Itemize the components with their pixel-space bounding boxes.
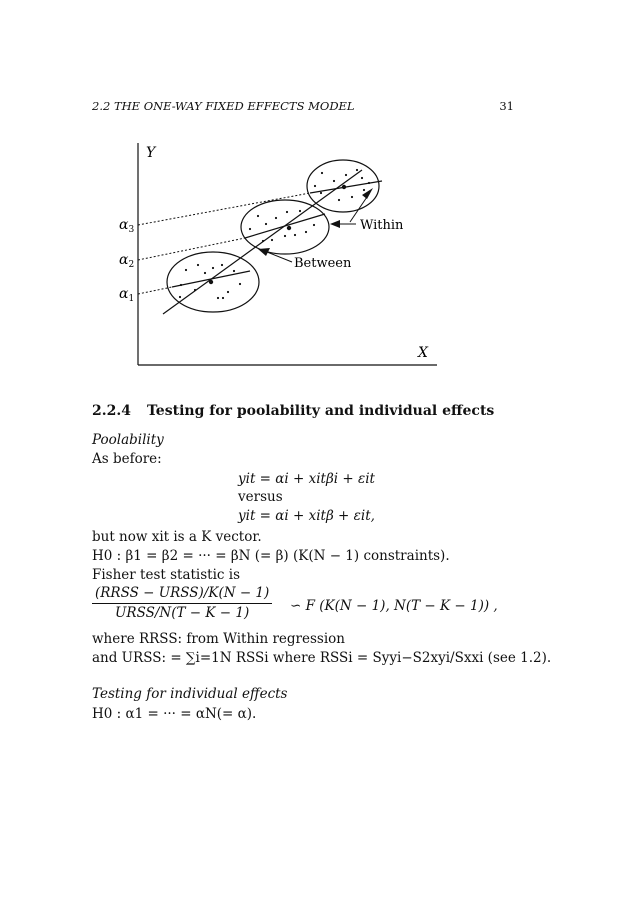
group-2-ellipse	[241, 200, 329, 254]
fraction-denominator: URSS/N(T − K − 1)	[115, 605, 250, 621]
alpha3-label: $\alpha_3$	[119, 217, 135, 235]
versus-text: versus	[238, 489, 283, 505]
h0-individual: H0 : α1 = ··· = αN(= α).	[92, 706, 257, 722]
equation-homogeneous: yit = αi + xitβ + εit,	[238, 508, 375, 524]
fraction-numerator: (RRSS − URSS)/K(N − 1)	[92, 585, 272, 604]
individual-effects-heading: Testing for individual effects	[92, 686, 288, 702]
within-arrow-head-a	[330, 220, 340, 228]
fisher-intro: Fisher test statistic is	[92, 567, 241, 583]
section-number: 2.2.4	[92, 403, 131, 419]
f-distribution: ∽ F (K(N − 1), N(T − K − 1)) ,	[290, 598, 498, 614]
within-line-3-dotted	[138, 193, 310, 225]
poolability-heading: Poolability	[92, 432, 164, 448]
urss-definition: and URSS: = ∑i=1N RSSi where RSSi = Syyi−S2xyi/Sxxi (see 1.2).	[92, 650, 552, 666]
between-line	[163, 170, 362, 314]
section-title: Testing for poolability and individual effects	[147, 403, 495, 419]
between-label: Between	[294, 256, 352, 271]
alpha1-label: $\alpha_1$	[119, 286, 135, 304]
equation-heterogeneous: yit = αi + xitβi + εit	[238, 471, 375, 487]
within-line-1-dotted	[138, 287, 172, 294]
x-axis-label: X	[418, 345, 428, 361]
within-line-2-dotted	[138, 238, 245, 260]
within-label: Within	[360, 218, 404, 233]
y-axis-label: Y	[146, 145, 156, 161]
group-2-points	[249, 210, 315, 242]
group-2-mean	[287, 226, 291, 230]
but-now-text: but now xit is a K vector.	[92, 529, 262, 545]
group-3-mean	[342, 185, 346, 189]
header-title: 2.2 THE ONE-WAY FIXED EFFECTS MODEL	[92, 99, 355, 113]
fisher-fraction	[92, 585, 272, 621]
section-heading	[92, 403, 494, 419]
h0-poolability: H0 : β1 = β2 = ··· = βN (= β) (K(N − 1) constraints).	[92, 548, 450, 564]
group-1-mean	[209, 280, 213, 284]
rrss-definition: where RRSS: from Within regression	[92, 631, 345, 647]
as-before-text: As before:	[92, 451, 162, 467]
alpha2-label: $\alpha_2$	[119, 252, 135, 270]
fixed-effects-figure	[0, 0, 638, 400]
page-number: 31	[499, 99, 514, 113]
